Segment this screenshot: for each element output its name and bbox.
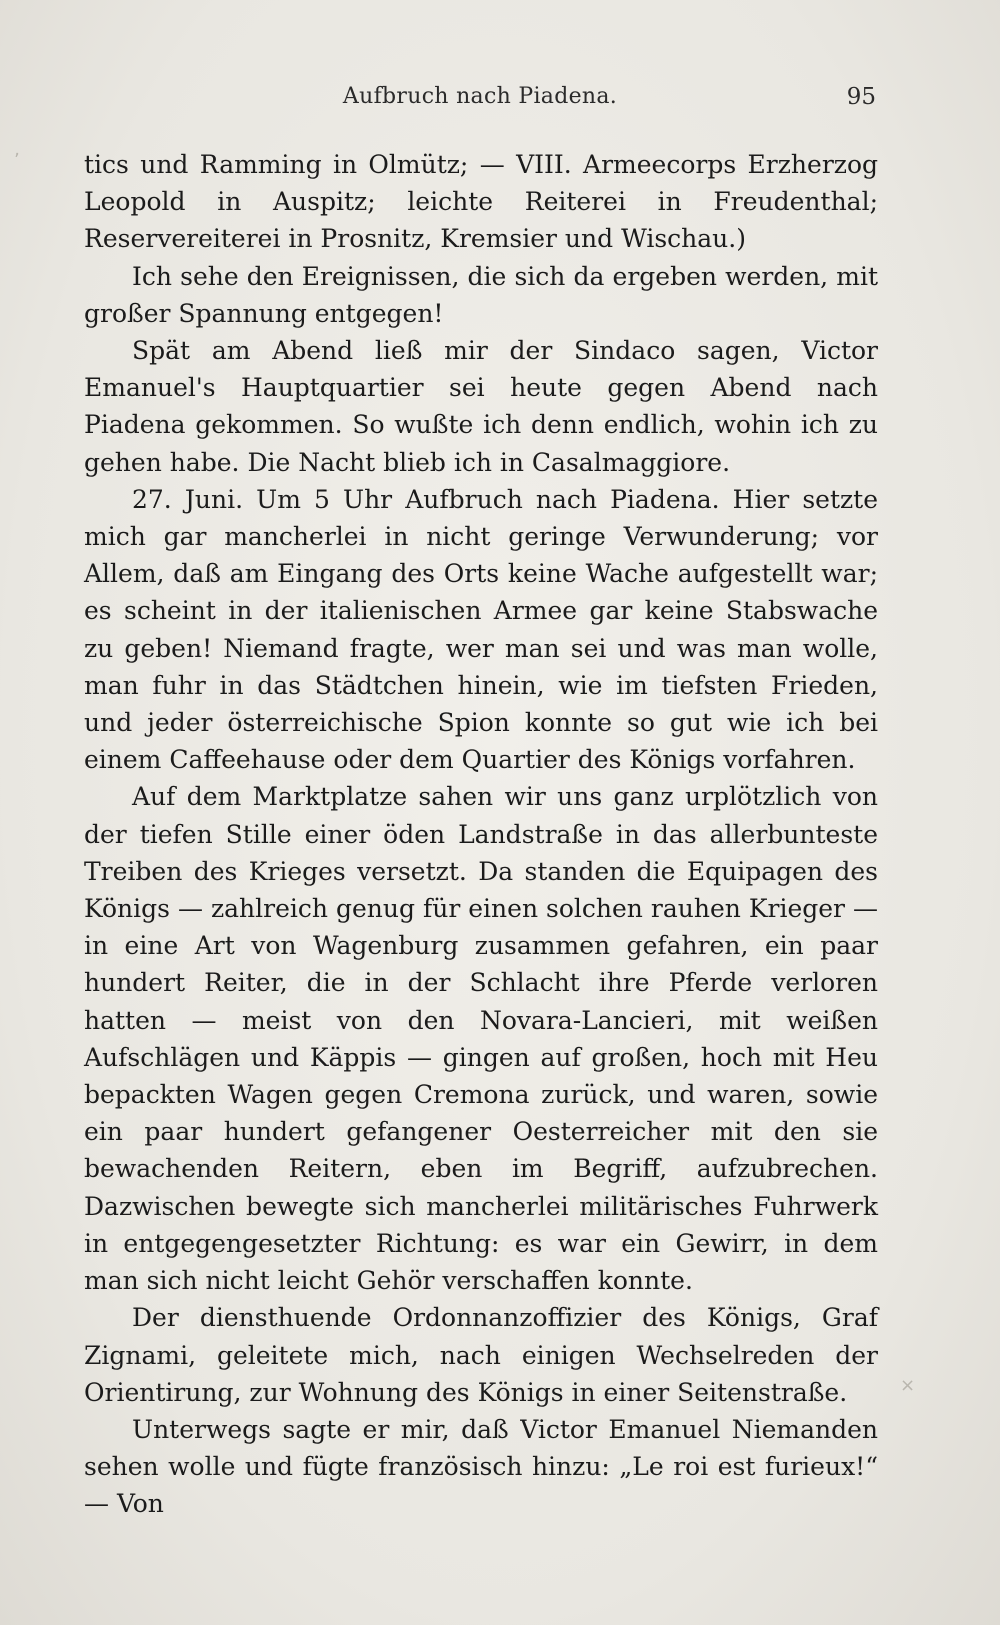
paragraph: Unterwegs sagte er mir, daß Victor Emanuel Niemanden sehen wolle und fügte französisch hinzu: „Le roi est furieux!“ — Von xyxy=(84,1414,878,1519)
paragraph: Der diensthuende Ordonnanzoffizier des Königs, Graf Zignami, geleitete mich, nach einigen Wechselreden der Orientirung, zur Wohnung des Königs in einer Seitenstraße. xyxy=(84,1303,878,1407)
page-number: 95 xyxy=(846,84,876,110)
paragraph: 27. Juni. Um 5 Uhr Aufbruch nach Piadena. Hier setzte mich gar mancherlei in nicht geringe Verwunderung; vor Allem, daß am Eingang des Orts keine Wache aufgestellt war; es scheint in der italienischen Armee gar keine Stabswache zu geben! Niemand fragte, wer man sei und was man wolle, man fuhr in das Städtchen hinein, wie im tiefsten Frieden, und jeder österreichische Spion konnte so gut wie ich bei einem Caffeehause oder dem Quartier des Königs vorfahren. xyxy=(84,484,878,775)
margin-cross-icon: × xyxy=(900,1375,916,1396)
running-title: Aufbruch nach Piadena. xyxy=(342,84,618,109)
body-text xyxy=(84,146,878,1523)
paragraph: Auf dem Marktplatze sahen wir uns ganz urplötzlich von der tiefen Stille einer öden Landstraße in das allerbunteste Treiben des Krieges versetzt. Da standen die Equipagen des Königs — zahlreich genug für einen solchen rauhen Krieger — in eine Art von Wagenburg zusammen gefahren, ein paar hundert Reiter, die in der Schlacht ihre Pferde verloren hatten — meist von den Novara-Lancieri, mit weißen Aufschlägen und Käppis — gingen auf großen, hoch mit Heu bepackten Wagen gegen Cremona zurück, und waren, sowie ein paar hundert gefangener Oesterreicher mit den sie bewachenden Reitern, eben im Begriff, aufzubrechen. Dazwischen bewegte sich mancherlei militärisches Fuhrwerk in entgegengesetzter Richtung: es war ein Gewirr, in dem man sich nicht leicht Gehör verschaffen konnte. xyxy=(84,782,878,1296)
paragraph: Ich sehe den Ereignissen, die sich da ergeben werden, mit großer Spannung entgegen! xyxy=(84,261,878,328)
paragraph-continuation: tics und Ramming in Olmütz; — VIII. Armeecorps Erzherzog Leopold in Auspitz; leichte Reiterei in Freudenthal; Reservereiterei in Prosnitz, Kremsier und Wischau.) xyxy=(84,150,878,254)
margin-mark-icon: ʼ xyxy=(14,150,20,171)
page-header xyxy=(0,84,1000,124)
paragraph: Spät am Abend ließ mir der Sindaco sagen, Victor Emanuel's Hauptquartier sei heute gegen Abend nach Piadena gekommen. So wußte ich denn endlich, wohin ich zu gehen habe. Die Nacht blieb ich in Casalmaggiore. xyxy=(84,336,878,477)
